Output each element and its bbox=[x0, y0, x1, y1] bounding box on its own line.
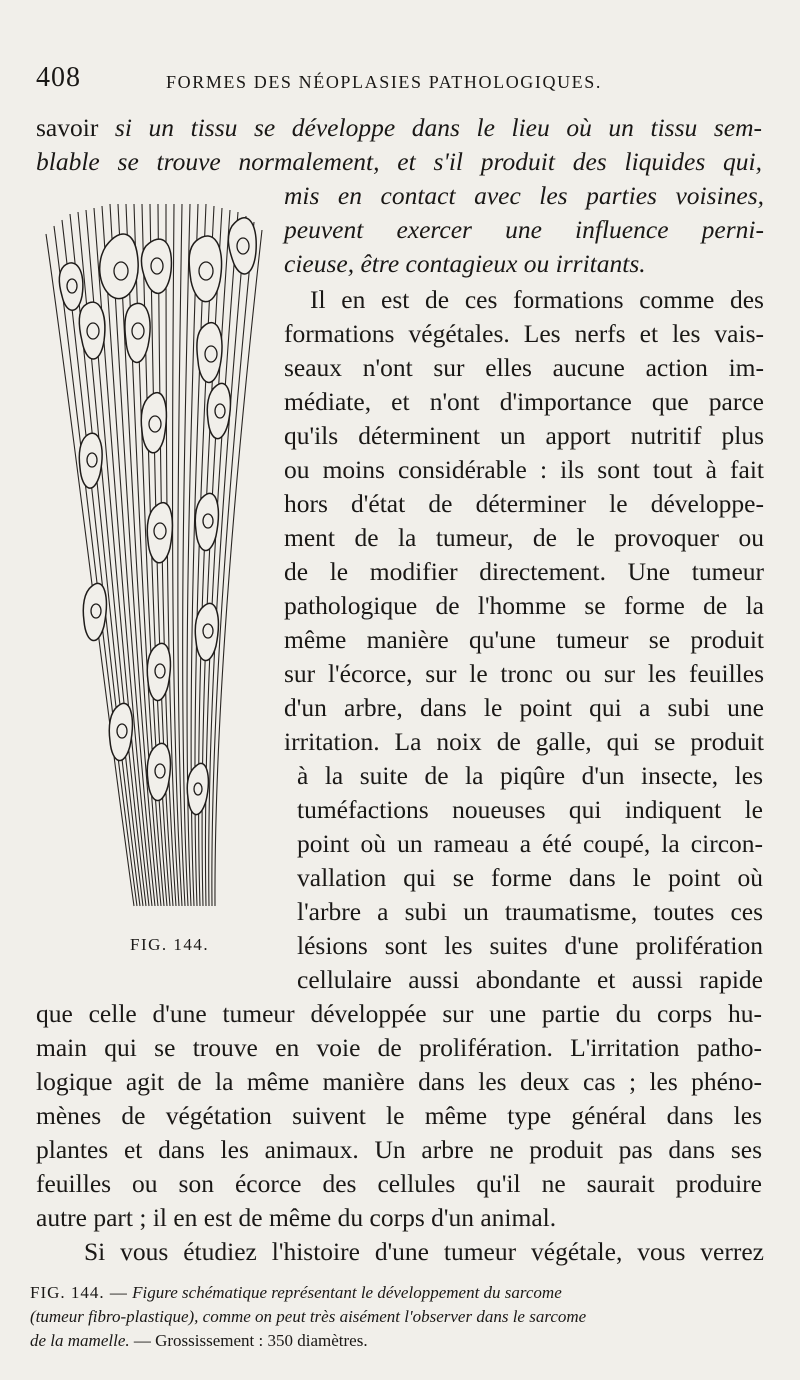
body-line: ment de la tumeur, de le provoquer ou bbox=[284, 523, 764, 552]
body-line: vallation qui se forme dans le point où bbox=[297, 863, 763, 892]
body-line: à la suite de la piqûre d'un insecte, les bbox=[297, 761, 763, 790]
body-line: formations végétales. Les nerfs et les vais- bbox=[284, 319, 764, 348]
page-number: 408 bbox=[36, 62, 81, 93]
body-line: tuméfactions noueuses qui indiquent le bbox=[297, 795, 763, 824]
body-line: qu'ils déterminent un apport nutritif plus bbox=[284, 421, 764, 450]
body-line: peuvent exercer une influence perni- bbox=[284, 215, 764, 244]
body-line: sur l'écorce, sur le tronc ou sur les feuilles bbox=[284, 659, 764, 688]
body-line: l'arbre a subi un traumatisme, toutes ces bbox=[297, 897, 763, 926]
body-line: pathologique de l'homme se forme de la bbox=[284, 591, 764, 620]
body-line: mis en contact avec les parties voisines, bbox=[284, 181, 764, 210]
body-line: hors d'état de déterminer le développe- bbox=[284, 489, 764, 518]
figure-144-illustration bbox=[36, 186, 276, 916]
body-line: seaux n'ont sur elles aucune action im- bbox=[284, 353, 764, 382]
body-line: médiate, et n'ont d'importance que parce bbox=[284, 387, 764, 416]
body-line: de le modifier directement. Une tumeur bbox=[284, 557, 764, 586]
figure-label: FIG. 144. bbox=[130, 935, 210, 954]
figure-caption-line: FIG. 144. — Figure schématique représentant le développement du sarcome bbox=[30, 1283, 562, 1302]
body-line: mènes de végétation suivent le même type général dans les bbox=[36, 1101, 762, 1130]
body-line: cieuse, être contagieux ou irritants. bbox=[284, 249, 646, 278]
body-line: lésions sont les suites d'une prolifération bbox=[297, 931, 763, 960]
body-line: point où un rameau a été coupé, la circon- bbox=[297, 829, 763, 858]
body-line: autre part ; il en est de même du corps d'un animal. bbox=[36, 1203, 557, 1232]
running-title: FORMES DES NÉOPLASIES PATHOLOGIQUES. bbox=[166, 72, 602, 92]
body-line: ou moins considérable : ils sont tout à fait bbox=[284, 455, 764, 484]
figure-caption-line: (tumeur fibro-plastique), comme on peut très aisément l'observer dans le sarcome bbox=[30, 1307, 587, 1326]
page-header bbox=[36, 62, 766, 96]
body-line: irritation. La noix de galle, qui se produit bbox=[284, 727, 764, 756]
body-line: que celle d'une tumeur développée sur une partie du corps hu- bbox=[36, 999, 762, 1028]
figure-caption-line: de la mamelle. — Grossissement : 350 diamètres. bbox=[30, 1331, 368, 1350]
body-line: cellulaire aussi abondante et aussi rapide bbox=[297, 965, 763, 994]
body-line: plantes et dans les animaux. Un arbre ne produit pas dans ses bbox=[36, 1135, 762, 1164]
body-line: d'un arbre, dans le point qui a subi une bbox=[284, 693, 764, 722]
body-line: même manière qu'une tumeur se produit bbox=[284, 625, 764, 654]
body-line: feuilles ou son écorce des cellules qu'il ne saurait produire bbox=[36, 1169, 762, 1198]
body-line: Si vous étudiez l'histoire d'une tumeur végétale, vous verrez bbox=[84, 1237, 764, 1266]
body-line: main qui se trouve en voie de prolifération. L'irritation patho- bbox=[36, 1033, 762, 1062]
body-line: blable se trouve normalement, et s'il produit des liquides qui, bbox=[36, 147, 762, 176]
body-line: savoir si un tissu se développe dans le lieu où un tissu sem- bbox=[36, 113, 762, 142]
body-line: Il en est de ces formations comme des bbox=[310, 285, 764, 314]
body-line: logique agit de la même manière dans les deux cas ; les phéno- bbox=[36, 1067, 762, 1096]
